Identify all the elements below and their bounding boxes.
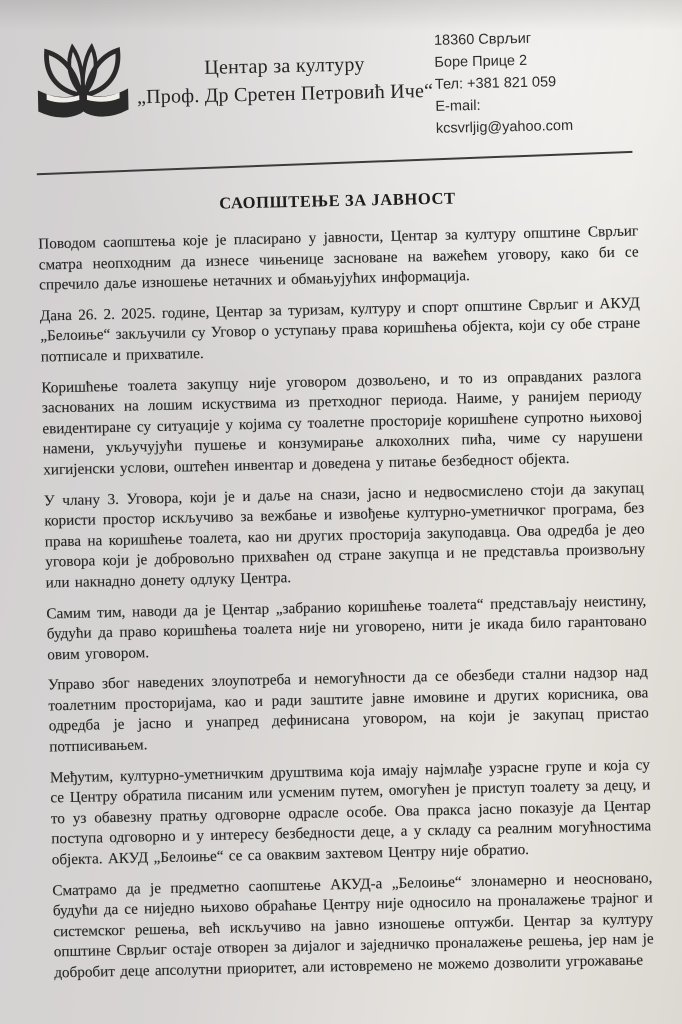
document-body — [38, 221, 654, 984]
paragraph-3: Коришћење тоалета закупцу није уговором дозвољено, и то из оправданих разлога заснованих на лошим искуствима из претходног периода. Наиме, у ранијем периоду евидентиране су ситуације у којима су тоалетне просторије коришћене супротно њиховој намени, укључујући пушење и конзумирање алкохолних пића, чиме су нарушени хигијенски услови, оштећен инвентар и доведена у питање безбедност објекта. — [41, 366, 643, 479]
paragraph-4: У члану 3. Уговора, који је и даље на снази, јасно и недвосмислено стоји да закупац користи простор искључиво за вежбање и извођење културно-уметничког програма, без права на коришћење тоалета, као ни других просторија закуподавца. Ова одредба је део уговора који је добровољно прихваћен од стране закупца и не представља произвољну или накнадно донету одлуку Центра. — [43, 478, 646, 592]
org-name-line: Центар за културу — [204, 53, 365, 79]
paragraph-8: Сматрамо да је предметно саопштење АКУД-а „Белоиње“ злонамерно и неосновано, будући да се ниједно њихово обраћање Центру није односило на проналажење трајног и системског решења, већ искључиво на јавно изношење оптужби. Центар за културу општине Сврљиг остаје отворен за дијалог и заједничко проналажење решења, јер нам је добробит деце апсолутни приоритет, али истовремено не можемо дозволити угрожавање — [52, 868, 654, 982]
street-address: Боре Прице 2 — [434, 52, 528, 71]
org-subtitle-line: „Проф. Др Сретен Петровић Иче“ — [136, 79, 434, 109]
open-book-logo-icon — [34, 36, 136, 138]
paragraph-1: Поводом саопштења које је пласирано у јавности, Центар за културу општине Сврљиг сматра неопходним да изнесе чињенице засноване на важећем уговору, како би се спречило даље изношење нетачних и обмањујућих информација. — [38, 222, 639, 294]
contact-info — [434, 26, 636, 140]
document-title: САОПШТЕЊЕ ЗА ЈАВНОСТ — [219, 188, 456, 213]
paragraph-6: Управо због наведених злоупотреба и немогућности да се обезбеди стални надзор над тоалетним просторијама, као и ради заштите јавне имовине и других корисника, ова одредба је јасно и унапред дефинисана уговором, на који је закупац пристао потписивањем. — [47, 663, 649, 756]
email-label: E-mail: — [435, 97, 481, 115]
paragraph-7: Међутим, културно-уметничким друштвима која имају најмлађе узрасне групе и која су се Центру обратила писаним или усменим путем, омогућен је приступ тоалету за децу, и то уз обавезну пратњу одговорне одрасле особе. Ова пракса јасно показује да Центар поступа одговорно и у интересу безбедности деце, а у складу са реалним могућностима објекта. АКУД „Белоиње“ се са оваквим захтевом Центру није обратио. — [49, 756, 652, 869]
postal-city: 18360 Сврљиг — [433, 30, 532, 49]
paragraph-2: Дана 26. 2. 2025. године, Центар за туризам, културу и спорт општине Сврљиг и АКУД „Белоиње“ закључили су Уговор о уступању права коришћења објекта, који су обе стране потписале и прихватиле. — [39, 294, 641, 366]
paragraph-5: Самим тим, наводи да је Центар „забранио коришћење тоалета“ представљају неистину, будући да право коришћења тоалета није ни уговорено, нити је икада било гарантовано овим уговором. — [46, 591, 647, 664]
phone-number: Тел: +381 821 059 — [434, 74, 557, 93]
header-divider — [37, 151, 633, 175]
email-address: kcsvrljig@yahoo.com — [435, 117, 574, 137]
organization-name — [134, 52, 435, 110]
letterhead — [34, 18, 636, 149]
